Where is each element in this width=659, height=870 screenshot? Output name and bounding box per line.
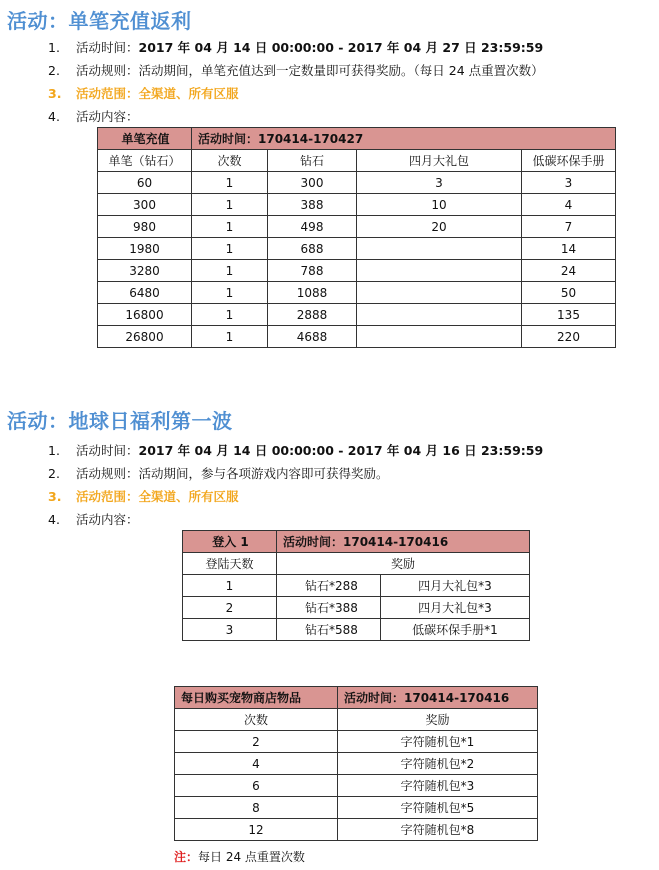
cell: 1088 (268, 282, 357, 304)
cell: 2 (183, 597, 277, 619)
cell: 3280 (98, 260, 192, 282)
item-number: 1. (48, 40, 60, 55)
cell: 字符随机包*8 (338, 819, 538, 841)
item-number: 3. (48, 86, 62, 101)
item-number: 2. (48, 63, 60, 78)
cell: 3 (183, 619, 277, 641)
cell: 16800 (98, 304, 192, 326)
list-item (48, 59, 544, 82)
cell: 2 (175, 731, 338, 753)
cell: 字符随机包*3 (338, 775, 538, 797)
list-item (48, 462, 543, 485)
table-row (175, 797, 538, 819)
cell: 1 (192, 172, 268, 194)
cell: 1 (192, 326, 268, 348)
list-item (48, 82, 544, 105)
cell: 钻石*588 (277, 619, 381, 641)
cell: 1 (192, 260, 268, 282)
item-value: 2017 年 04 月 14 日 00:00:00 - 2017 年 04 月 27 日 23:59:59 (138, 40, 544, 55)
cell: 24 (522, 260, 616, 282)
column-header: 次数 (192, 150, 268, 172)
column-header: 四月大礼包 (357, 150, 522, 172)
item-label: 活动时间： (76, 40, 139, 55)
list-item (48, 439, 543, 462)
cell: 2888 (268, 304, 357, 326)
table-row (98, 282, 616, 304)
cell: 498 (268, 216, 357, 238)
section1-title: 活动：单笔充值返利 (7, 9, 192, 33)
note-text: 每日 24 点重置次数 (198, 850, 305, 864)
table-row (98, 216, 616, 238)
cell: 300 (98, 194, 192, 216)
list-item (48, 36, 544, 59)
cell: 60 (98, 172, 192, 194)
cell: 低碳环保手册*1 (381, 619, 530, 641)
table-title: 登入 1 (183, 531, 277, 553)
note-label: 注： (174, 850, 199, 864)
table-row (175, 753, 538, 775)
item-value: 活动期间，参与各项游戏内容即可获得奖励。 (138, 466, 389, 481)
cell: 26800 (98, 326, 192, 348)
column-header: 奖励 (338, 709, 538, 731)
item-number: 1. (48, 443, 60, 458)
cell: 50 (522, 282, 616, 304)
column-header: 钻石 (268, 150, 357, 172)
item-label: 活动范围： (76, 86, 139, 101)
table-title: 每日购买宠物商店物品 (175, 687, 338, 709)
table-time: 活动时间：170414-170416 (277, 531, 530, 553)
section2-list (48, 439, 543, 531)
cell: 300 (268, 172, 357, 194)
cell: 980 (98, 216, 192, 238)
table-title: 单笔充值 (98, 128, 192, 150)
item-label: 活动内容： (76, 512, 139, 527)
cell: 1 (192, 216, 268, 238)
cell: 1 (192, 194, 268, 216)
cell: 7 (522, 216, 616, 238)
cell: 6 (175, 775, 338, 797)
cell: 1 (183, 575, 277, 597)
cell: 钻石*388 (277, 597, 381, 619)
cell: 3 (522, 172, 616, 194)
login-table (182, 530, 530, 641)
cell: 688 (268, 238, 357, 260)
cell: 135 (522, 304, 616, 326)
item-value: 全渠道、所有区服 (138, 86, 239, 101)
cell: 8 (175, 797, 338, 819)
table-header-row (98, 128, 616, 150)
item-number: 2. (48, 466, 60, 481)
reset-note (174, 848, 305, 865)
item-number: 4. (48, 512, 60, 527)
cell: 12 (175, 819, 338, 841)
cell: 1980 (98, 238, 192, 260)
item-number: 4. (48, 109, 60, 124)
column-header: 奖励 (277, 553, 530, 575)
section2-title: 活动：地球日福利第一波 (7, 409, 233, 433)
recharge-table (97, 127, 616, 348)
cell: 388 (268, 194, 357, 216)
column-header: 低碳环保手册 (522, 150, 616, 172)
item-label: 活动规则： (76, 63, 139, 78)
table-row (98, 326, 616, 348)
cell: 四月大礼包*3 (381, 597, 530, 619)
cell: 220 (522, 326, 616, 348)
table-column-headers (98, 150, 616, 172)
item-value: 活动期间，单笔充值达到一定数量即可获得奖励。（每日 24 点重置次数） (138, 63, 544, 78)
item-value: 2017 年 04 月 14 日 00:00:00 - 2017 年 04 月 16 日 23:59:59 (138, 443, 544, 458)
column-header: 次数 (175, 709, 338, 731)
column-header: 登陆天数 (183, 553, 277, 575)
cell (357, 282, 522, 304)
table-row (98, 194, 616, 216)
cell: 字符随机包*1 (338, 731, 538, 753)
table-header-row (183, 531, 530, 553)
table-header-row (175, 687, 538, 709)
table-row (98, 260, 616, 282)
column-header: 单笔（钻石） (98, 150, 192, 172)
cell: 10 (357, 194, 522, 216)
cell: 四月大礼包*3 (381, 575, 530, 597)
cell: 20 (357, 216, 522, 238)
cell (357, 238, 522, 260)
list-item (48, 508, 543, 531)
table-row (98, 238, 616, 260)
item-label: 活动规则： (76, 466, 139, 481)
table-time: 活动时间：170414-170416 (338, 687, 538, 709)
cell: 1 (192, 238, 268, 260)
item-number: 3. (48, 489, 62, 504)
list-item (48, 485, 543, 508)
item-label: 活动范围： (76, 489, 139, 504)
cell: 4 (175, 753, 338, 775)
cell: 14 (522, 238, 616, 260)
cell: 6480 (98, 282, 192, 304)
cell: 字符随机包*2 (338, 753, 538, 775)
item-label: 活动时间： (76, 443, 139, 458)
table-time: 活动时间：170414-170427 (192, 128, 616, 150)
list-item (48, 105, 544, 128)
table-row (175, 731, 538, 753)
table-row (183, 575, 530, 597)
section1-list (48, 36, 544, 128)
table-row (98, 304, 616, 326)
cell (357, 304, 522, 326)
table-column-headers (183, 553, 530, 575)
item-value: 全渠道、所有区服 (138, 489, 239, 504)
cell: 钻石*288 (277, 575, 381, 597)
cell: 3 (357, 172, 522, 194)
cell: 字符随机包*5 (338, 797, 538, 819)
cell (357, 326, 522, 348)
cell: 4688 (268, 326, 357, 348)
cell: 1 (192, 282, 268, 304)
table-row (175, 775, 538, 797)
table-column-headers (175, 709, 538, 731)
cell: 788 (268, 260, 357, 282)
cell: 4 (522, 194, 616, 216)
table-row (183, 597, 530, 619)
cell (357, 260, 522, 282)
table-row (183, 619, 530, 641)
cell: 1 (192, 304, 268, 326)
table-row (175, 819, 538, 841)
table-row (98, 172, 616, 194)
pet-shop-table (174, 686, 538, 841)
item-label: 活动内容： (76, 109, 139, 124)
